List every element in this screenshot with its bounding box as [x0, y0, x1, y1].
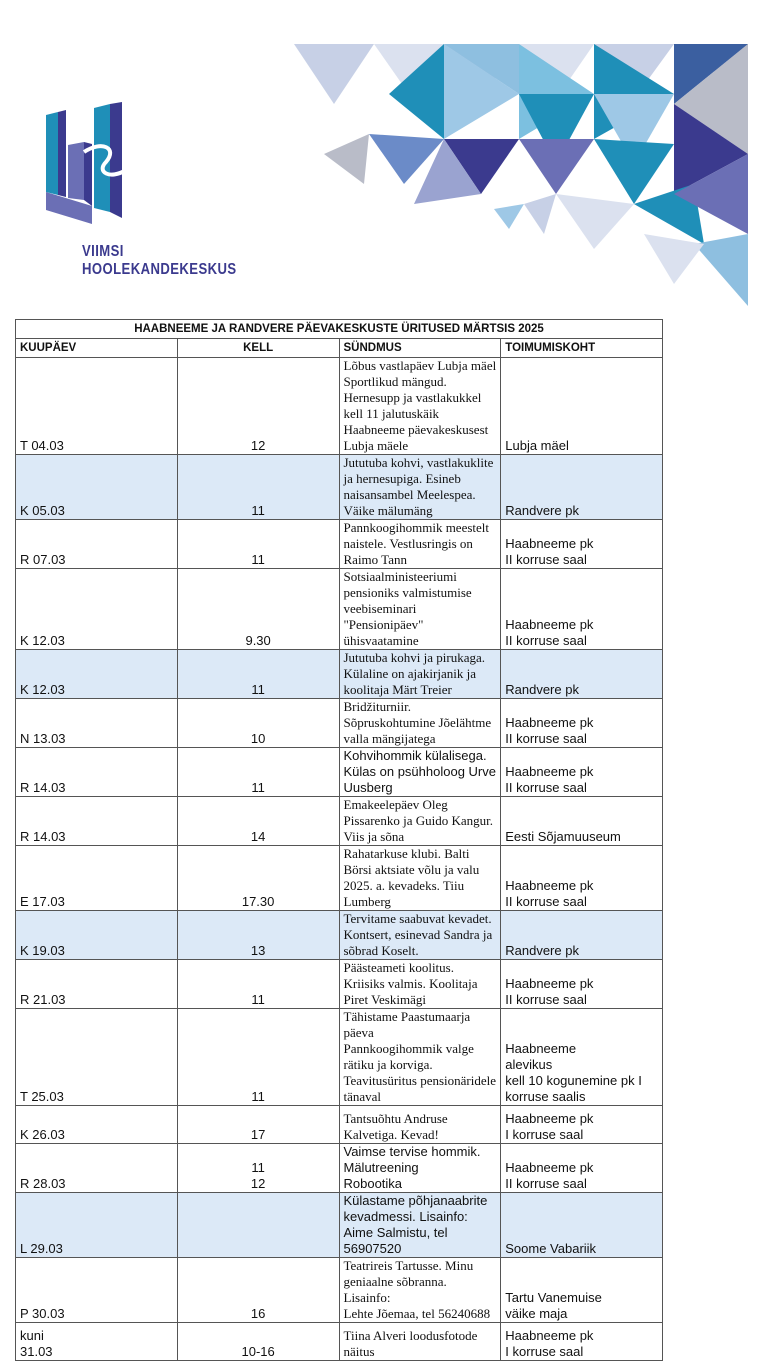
- day-cell: K 05.03: [16, 455, 178, 520]
- time-cell: 11 12: [177, 1144, 339, 1193]
- table-row: [16, 1009, 663, 1106]
- table-row: [16, 699, 663, 748]
- table-body: [16, 358, 663, 1361]
- logo-name-line1: VIIMSI: [82, 243, 124, 260]
- place-cell: Tartu Vanemuise väike maja: [501, 1258, 663, 1323]
- event-cell: Lõbus vastlapäev Lubja mäel Sportlikud mängud. Hernesupp ja vastlakukkel kell 11 jalutuskäik Haabneeme päevakeskusest Lubja mäele: [339, 358, 501, 455]
- logo-name-line2: HOOLEKANDEKESKUS: [82, 261, 237, 278]
- time-cell: 13: [177, 911, 339, 960]
- place-cell: Haabneeme pk II korruse saal: [501, 1144, 663, 1193]
- table-row: [16, 960, 663, 1009]
- event-cell: Tiina Alveri loodusfotode näitus: [339, 1323, 501, 1361]
- time-cell: 12: [177, 358, 339, 455]
- time-cell: 11: [177, 650, 339, 699]
- place-cell: Haabneeme pk II korruse saal: [501, 569, 663, 650]
- table-row: [16, 1144, 663, 1193]
- place-cell: Haabneeme pk II korruse saal: [501, 960, 663, 1009]
- time-cell: 10: [177, 699, 339, 748]
- event-cell: Bridžiturniir. Sõpruskohtumine Jõelähtme valla mängijatega: [339, 699, 501, 748]
- day-cell: T 25.03: [16, 1009, 178, 1106]
- event-cell: Tervitame saabuvat kevadet. Kontsert, esinevad Sandra ja sõbrad Koselt.: [339, 911, 501, 960]
- day-cell: R 14.03: [16, 797, 178, 846]
- table-row: [16, 650, 663, 699]
- event-cell: Teatrireis Tartusse. Minu geniaalne sõbranna. Lisainfo: Lehte Jõemaa, tel 56240688: [339, 1258, 501, 1323]
- time-cell: 11: [177, 1009, 339, 1106]
- header-place: TOIMUMISKOHT: [501, 339, 663, 358]
- header-time: KELL: [177, 339, 339, 358]
- time-cell: 11: [177, 520, 339, 569]
- logo-name: [82, 243, 237, 279]
- place-cell: Haabneeme pk II korruse saal: [501, 520, 663, 569]
- place-cell: Randvere pk: [501, 911, 663, 960]
- event-cell: Emakeelepäev Oleg Pissarenko ja Guido Kangur. Viis ja sõna: [339, 797, 501, 846]
- day-cell: R 28.03: [16, 1144, 178, 1193]
- table-row: [16, 1258, 663, 1323]
- day-cell: E 17.03: [16, 846, 178, 911]
- viimsi-logo-icon: [44, 100, 134, 225]
- table-row: [16, 846, 663, 911]
- event-cell: Jututuba kohvi, vastlakuklite ja hernesupiga. Esineb naisansambel Meelespea. Väike mälumäng: [339, 455, 501, 520]
- event-cell: Sotsiaalministeeriumi pensioniks valmistumise veebiseminari "Pensionipäev" ühisvaatamine: [339, 569, 501, 650]
- table-row: [16, 358, 663, 455]
- logo: [44, 100, 237, 290]
- day-cell: R 14.03: [16, 748, 178, 797]
- place-cell: Haabneeme pk II korruse saal: [501, 699, 663, 748]
- events-table: [15, 319, 663, 1361]
- time-cell: 16: [177, 1258, 339, 1323]
- day-cell: R 21.03: [16, 960, 178, 1009]
- place-cell: Lubja mäel: [501, 358, 663, 455]
- place-cell: Haabneeme alevikus kell 10 kogunemine pk I korruse saalis: [501, 1009, 663, 1106]
- table-row: [16, 569, 663, 650]
- header-day: KUUPÄEV: [16, 339, 178, 358]
- time-cell: 11: [177, 455, 339, 520]
- place-cell: Haabneeme pk I korruse saal: [501, 1106, 663, 1144]
- table-row: [16, 1193, 663, 1258]
- place-cell: Haabneeme pk II korruse saal: [501, 846, 663, 911]
- place-cell: Randvere pk: [501, 455, 663, 520]
- time-cell: 11: [177, 748, 339, 797]
- event-cell: Kohvihommik külalisega. Külas on psühholoog Urve Uusberg: [339, 748, 501, 797]
- event-cell: Pannkoogihommik meestelt naistele. Vestlusringis on Raimo Tann: [339, 520, 501, 569]
- table-row: [16, 797, 663, 846]
- place-cell: Randvere pk: [501, 650, 663, 699]
- place-cell: Eesti Sõjamuuseum: [501, 797, 663, 846]
- day-cell: N 13.03: [16, 699, 178, 748]
- table-row: [16, 748, 663, 797]
- event-cell: Päästeameti koolitus. Kriisiks valmis. Koolitaja Piret Veskimägi: [339, 960, 501, 1009]
- event-cell: Külastame põhjanaabrite kevadmessi. Lisainfo: Aime Salmistu, tel 56907520: [339, 1193, 501, 1258]
- day-cell: L 29.03: [16, 1193, 178, 1258]
- table-row: [16, 1106, 663, 1144]
- day-cell: K 12.03: [16, 569, 178, 650]
- time-cell: 17: [177, 1106, 339, 1144]
- day-cell: T 04.03: [16, 358, 178, 455]
- place-cell: Haabneeme pk II korruse saal: [501, 748, 663, 797]
- day-cell: K 19.03: [16, 911, 178, 960]
- day-cell: kuni 31.03: [16, 1323, 178, 1361]
- place-cell: Soome Vabariik: [501, 1193, 663, 1258]
- event-cell: Vaimse tervise hommik. Mälutreening Robootika: [339, 1144, 501, 1193]
- table-row: [16, 911, 663, 960]
- event-cell: Rahatarkuse klubi. Balti Börsi aktsiate võlu ja valu 2025. a. kevadeks. Tiiu Lumberg: [339, 846, 501, 911]
- time-cell: 9.30: [177, 569, 339, 650]
- day-cell: P 30.03: [16, 1258, 178, 1323]
- event-cell: Tähistame Paastumaarja päeva Pannkoogihommik valge rätiku ja korviga. Teavitusüritus pensionäridele tänaval: [339, 1009, 501, 1106]
- day-cell: R 07.03: [16, 520, 178, 569]
- time-cell: 17.30: [177, 846, 339, 911]
- event-cell: Jututuba kohvi ja pirukaga. Külaline on ajakirjanik ja koolitaja Märt Treier: [339, 650, 501, 699]
- place-cell: Haabneeme pk I korruse saal: [501, 1323, 663, 1361]
- day-cell: K 26.03: [16, 1106, 178, 1144]
- time-cell: 11: [177, 960, 339, 1009]
- event-cell: Tantsuõhtu Andruse Kalvetiga. Kevad!: [339, 1106, 501, 1144]
- geometric-banner: [294, 44, 748, 306]
- day-cell: K 12.03: [16, 650, 178, 699]
- time-cell: 10-16: [177, 1323, 339, 1361]
- header-event: SÜNDMUS: [339, 339, 501, 358]
- table-row: [16, 520, 663, 569]
- table-row: [16, 1323, 663, 1361]
- time-cell: 14: [177, 797, 339, 846]
- table-title: HAABNEEME JA RANDVERE PÄEVAKESKUSTE ÜRITUSED MÄRTSIS 2025: [16, 320, 663, 339]
- table-row: [16, 455, 663, 520]
- time-cell: [177, 1193, 339, 1258]
